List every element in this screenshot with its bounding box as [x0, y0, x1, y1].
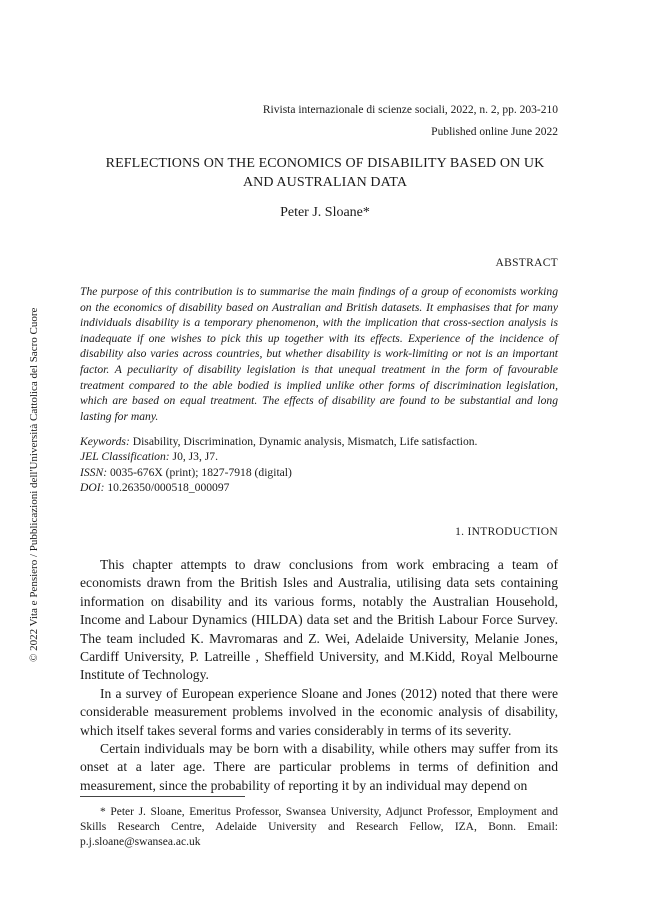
abstract-text: The purpose of this contribution is to summarise the main findings of a group of economists working on the economics of disability based on Australian and British datasets. It emphasises that for many individuals disability is a temporary phenomenon, with the implication that cross-section analysis is inadequate if one wishes to pick this up together with its effects. Experience of the incidence of disability also varies across countries, but whether disability is work-limiting or not is an important factor. A peculiarity of disability legislation is that unequal treatment in the form of favourable treatment compared to the able bodied is implied unlike other forms of discrimination legislation, which are based on equal treatment. The effects of disability are found to be substantial and long lasting for many.: [80, 285, 558, 423]
title-line-1: REFLECTIONS ON THE ECONOMICS OF DISABILITY BASED ON UK: [105, 156, 545, 171]
author-name: Peter J. Sloane*: [280, 205, 370, 220]
article-title: [80, 154, 570, 192]
issn-line: [80, 465, 477, 480]
keywords-line: [80, 434, 477, 449]
jel-value: J0, J3, J7.: [169, 450, 218, 464]
doi-value: 10.26350/000518_000097: [104, 480, 230, 494]
doi-line: [80, 480, 477, 495]
paragraph-2: In a survey of European experience Sloane and Jones (2012) noted that there were considerable measurement problems involved in the economic analysis of disability, which itself takes several forms and varies considerably in terms of its severity.: [80, 685, 558, 738]
journal-citation: Rivista internazionale di scienze sociali, 2022, n. 2, pp. 203-210: [262, 104, 558, 116]
issn-label: ISSN:: [80, 465, 108, 479]
doi-label: DOI:: [80, 480, 105, 494]
body-text: [80, 556, 558, 795]
published-date: Published online June 2022: [431, 126, 558, 138]
footnote: * Peter J. Sloane, Emeritus Professor, Swansea University, Adjunct Professor, Employment and Skills Research Centre, Adelaide University and Research Fellow, IZA, Bonn. Email: p.j.sloane@swansea.ac.uk: [80, 806, 558, 849]
keywords-value: Disability, Discrimination, Dynamic analysis, Mismatch, Life satisfaction.: [129, 435, 478, 448]
footnote-divider: [80, 796, 245, 797]
section-heading: 1. INTRODUCTION: [455, 526, 558, 538]
title-line-2: AND AUSTRALIAN DATA: [242, 175, 408, 190]
paragraph-3: Certain individuals may be born with a disability, while others may suffer from its onset at a later age. There are particular problems in terms of definition and measurement, since the probability of reporting it by an individual may depend on: [80, 741, 558, 793]
issn-value: 0035-676X (print); 1827-7918 (digital): [107, 465, 292, 479]
paragraph-1: This chapter attempts to draw conclusions from work embracing a team of economists drawn from the British Isles and Australia, utilising data sets containing information on disability and its various forms, notably the Australian Household, Income and Labour Dynamics (HILDA) data set and the British Labour Force Survey. The team included K. Mavromaras and Z. Wei, Adelaide University, Melanie Jones, Cardiff University, P. Latreille , Sheffield University, and M.Kidd, Royal Melbourne Institute of Technology.: [80, 557, 558, 683]
abstract-heading: ABSTRACT: [495, 257, 558, 269]
keywords-label: Keywords:: [80, 435, 130, 448]
jel-line: [80, 449, 477, 464]
side-copyright: © 2022 Vita e Pensiero / Pubblicazioni dell'Università Cattolica del Sacro Cuore: [28, 307, 40, 662]
jel-label: JEL Classification:: [80, 450, 170, 464]
article-metadata: [80, 434, 477, 495]
